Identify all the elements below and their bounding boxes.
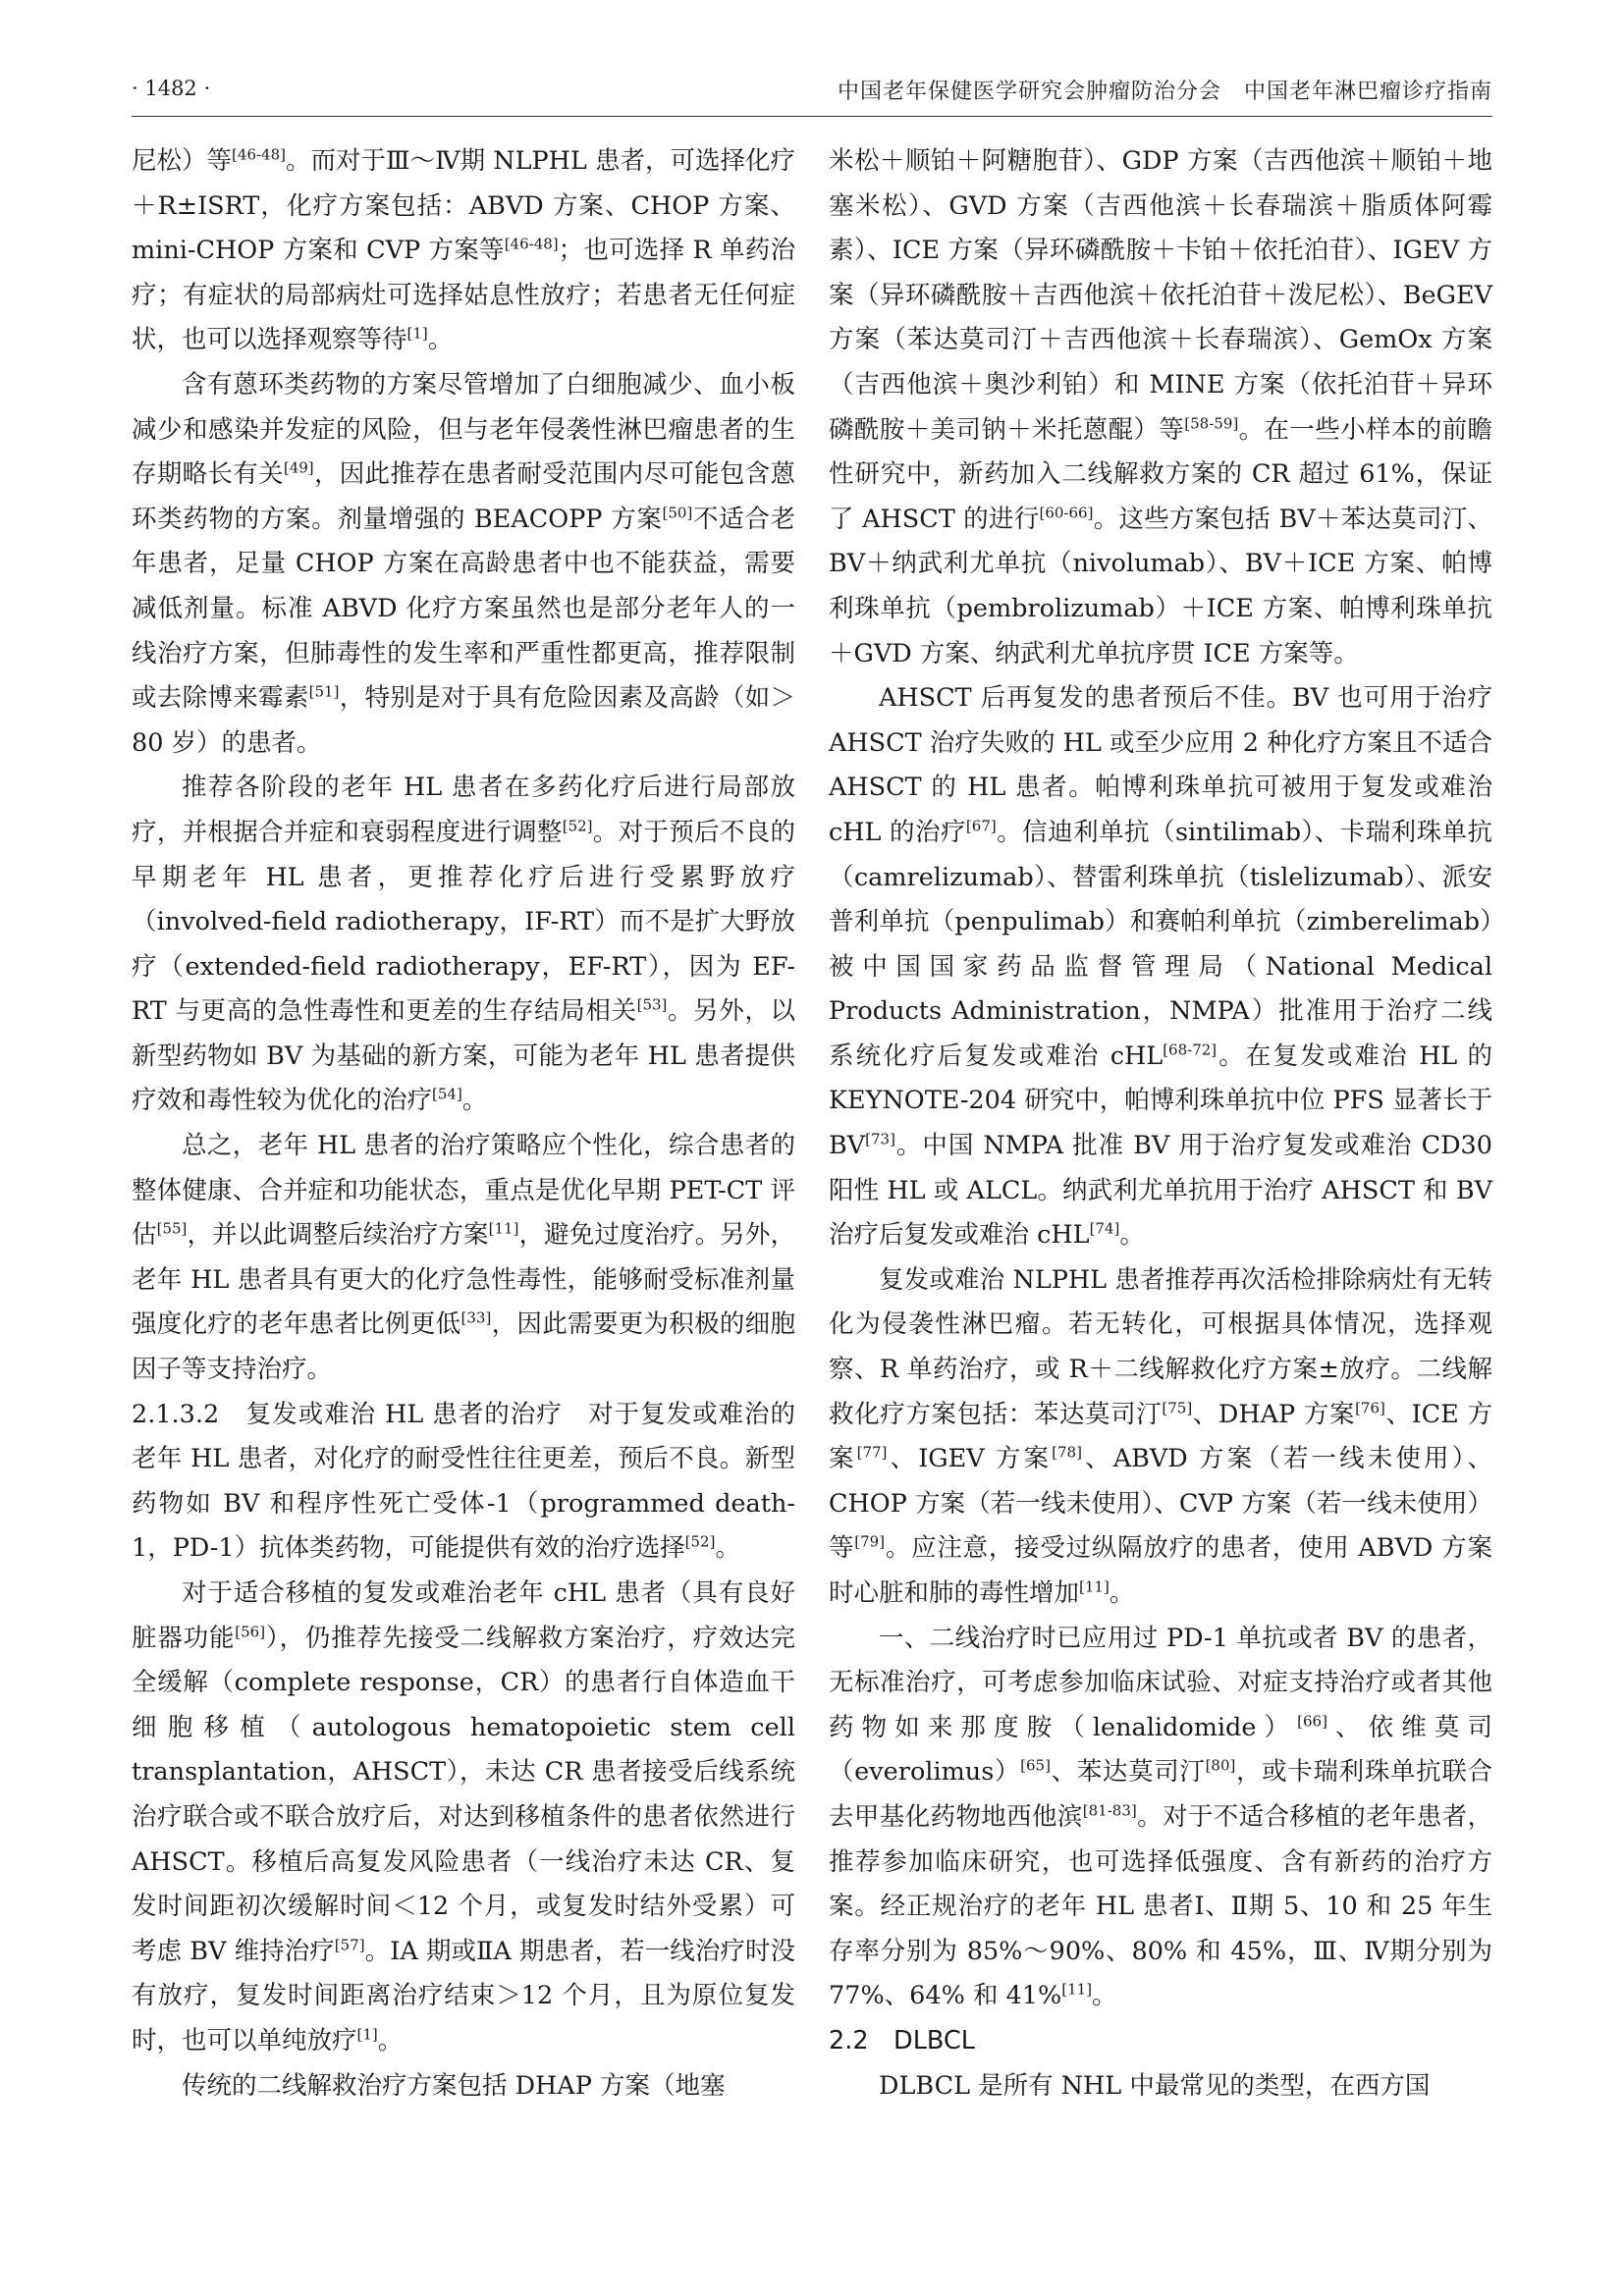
- paragraph: 复发或难治 NLPHL 患者推荐再次活检排除病灶有无转化为侵袭性淋巴瘤。若无转化，可根据具体情况，选择观察、R 单药治疗，或 R＋二线解救化疗方案±放疗。二线解救化疗方案包括：苯达莫司汀[75]、DHAP 方案[76]、ICE 方案[77]、IGEV 方案[78]、ABVD 方案（若一线未使用）、CHOP 方案（若一线未使用）、CVP 方案（若一线未使用）等[79]。应注意，接受过纵隔放疗的患者，使用 ABVD 方案时心脏和肺的毒性增加[11]。: [829, 1264, 1492, 1608]
- citation: [49]: [283, 458, 314, 477]
- citation: [58-59]: [1184, 414, 1239, 433]
- citation: [60-66]: [1039, 504, 1094, 522]
- citation: [57]: [334, 1936, 365, 1954]
- citation: [74]: [1089, 1219, 1120, 1238]
- citation: [50]: [662, 504, 693, 522]
- paragraph: DLBCL 是所有 NHL 中最常见的类型，在西方国: [879, 2070, 1431, 2101]
- paragraph: 传统的二线解救治疗方案包括 DHAP 方案（地塞: [182, 2070, 726, 2101]
- paragraph: 总之，老年 HL 患者的治疗策略应个性化，综合患者的整体健康、合并症和功能状态，重点是优化早期 PET-CT 评估[55]，并以此调整后续治疗方案[11]，避免过度治疗。另外，老年 HL 患者具有更大的化疗急性毒性，能够耐受标准剂量强度化疗的老年患者比例更低[33]，因此需要更为积极的细胞因子等支持治疗。: [132, 1131, 795, 1385]
- citation: [67]: [965, 817, 997, 835]
- citation: [1]: [406, 324, 428, 343]
- citation: [53]: [636, 995, 668, 1014]
- citation: [81-83]: [1082, 1801, 1137, 1820]
- citation: [51]: [308, 682, 340, 701]
- paragraph: 推荐各阶段的老年 HL 患者在多药化疗后进行局部放疗，并根据合并症和衰弱程度进行调整[52]。对于预后不良的早期老年 HL 患者，更推荐化疗后进行受累野放疗（involved-field radiotherapy，IF-RT）而不是扩大野放疗（extended-field radiotherapy，EF-RT），因为 EF-RT 与更高的急性毒性和更差的生存结局相关[53]。另外，以新型药物如 BV 为基础的新方案，可能为老年 HL 患者提供疗效和毒性较为优化的治疗[54]。: [132, 773, 795, 1116]
- citation: [11]: [488, 1219, 519, 1238]
- citation: [52]: [684, 1532, 716, 1551]
- citation: [56]: [235, 1623, 266, 1641]
- citation: [68-72]: [1163, 1041, 1218, 1059]
- header-rule: [132, 116, 1492, 117]
- citation: [46-48]: [504, 235, 559, 253]
- paragraph: 米松＋顺铂＋阿糖胞苷）、GDP 方案（吉西他滨＋顺铂＋地塞米松）、GVD 方案（吉西他滨＋长春瑞滨＋脂质体阿霉素）、ICE 方案（异环磷酰胺＋卡铂＋依托泊苷）、IGEV 方案（异环磷酰胺＋吉西他滨＋依托泊苷＋泼尼松）、BeGEV 方案（苯达莫司汀＋吉西他滨＋长春瑞滨）、GemOx 方案（吉西他滨＋奥沙利铂）和 MINE 方案（依托泊苷＋异环磷酰胺＋美司钠＋米托蒽醌）等[58-59]。在一些小样本的前瞻性研究中，新药加入二线解救方案的 CR 超过 61%，保证了 AHSCT 的进行[60-66]。这些方案包括 BV＋苯达莫司汀、BV＋纳武利尤单抗（nivolumab）、BV＋ICE 方案、帕博利珠单抗（pembrolizumab）＋ICE 方案、帕博利珠单抗＋GVD 方案、纳武利尤单抗序贯 ICE 方案等。: [829, 146, 1492, 668]
- citation: [66]: [1297, 1712, 1327, 1731]
- paragraph: 尼松）等[46-48]。而对于Ⅲ～Ⅳ期 NLPHL 患者，可选择化疗＋R±ISRT，化疗方案包括：ABVD 方案、CHOP 方案、mini-CHOP 方案和 CVP 方案等[46-48]；也可选择 R 单药治疗；有症状的局部病灶可选择姑息性放疗；若患者无任何症状，也可以选择观察等待[1]。: [132, 145, 795, 355]
- citation: [75]: [1162, 1399, 1193, 1417]
- citation: [65]: [1020, 1756, 1051, 1775]
- citation: [46-48]: [232, 145, 286, 164]
- right-column: [829, 139, 1492, 2109]
- citation: [1]: [356, 2025, 378, 2044]
- paragraph: AHSCT 后再复发的患者预后不佳。BV 也可用于治疗 AHSCT 治疗失败的 HL 或至少应用 2 种化疗方案且不适合 AHSCT 的 HL 患者。帕博利珠单抗可被用于复发或难治 cHL 的治疗[67]。信迪利单抗（sintilimab）、卡瑞利珠单抗（camrelizumab）、替雷利珠单抗（tislelizumab）、派安普利单抗（penpulimab）和赛帕利单抗（zimberelimab）被中国国家药品监督管理局（National Medical Products Administration，NMPA）批准用于治疗二线系统化疗后复发或难治 cHL[68-72]。在复发或难治 HL 的 KEYNOTE-204 研究中，帕博利珠单抗中位 PFS 显著长于 BV[73]。中国 NMPA 批准 BV 用于治疗复发或难治 CD30 阳性 HL 或 ALCL。纳武利尤单抗用于治疗 AHSCT 和 BV 治疗后复发或难治 cHL[74]。: [829, 683, 1492, 1251]
- citation: [52]: [562, 817, 593, 835]
- citation: [11]: [1061, 1980, 1093, 1999]
- citation: [76]: [1355, 1399, 1385, 1417]
- page-number: · 1482 ·: [132, 77, 211, 100]
- citation: [80]: [1205, 1756, 1236, 1775]
- section-heading: 2.2 DLBCL: [829, 2025, 975, 2056]
- section-heading-paragraph: 2.1.3.2 复发或难治 HL 患者的治疗 对于复发或难治的老年 HL 患者，对化疗的耐受性往往更差，预后不良。新型药物如 BV 和程序性死亡受体-1（programmed death-1，PD-1）抗体类药物，可能提供有效的治疗选择[52]。: [132, 1399, 795, 1564]
- citation: [79]: [854, 1532, 886, 1551]
- citation: [33]: [460, 1308, 492, 1327]
- page-header: [132, 69, 1492, 116]
- citation: [77]: [856, 1443, 888, 1462]
- paragraph: 一、二线治疗时已应用过 PD-1 单抗或者 BV 的患者，无标准治疗，可考虑参加临床试验、对症支持治疗或者其他药物如来那度胺（lenalidomide）[66]、依维莫司（everolimus）[65]、苯达莫司汀[80]，或卡瑞利珠单抗联合去甲基化药物地西他滨[81-83]。对于不适合移植的老年患者，推荐参加临床研究，也可选择低强度、含有新药的治疗方案。经正规治疗的老年 HL 患者Ⅰ、Ⅱ期 5、10 和 25 年生存率分别为 85%～90%、80% 和 45%，Ⅲ、Ⅳ期分别为 77%、64% 和 41%[11]。: [829, 1623, 1492, 2011]
- paragraph: 含有蒽环类药物的方案尽管增加了白细胞减少、血小板减少和感染并发症的风险，但与老年侵袭性淋巴瘤患者的生存期略长有关[49]，因此推荐在患者耐受范围内尽可能包含蒽环类药物的方案。剂量增强的 BEACOPP 方案[50]不适合老年患者，足量 CHOP 方案在高龄患者中也不能获益，需要减低剂量。标准 ABVD 化疗方案虽然也是部分老年人的一线治疗方案，但肺毒性的发生率和严重性都更高，推荐限制或去除博来霉素[51]，特别是对于具有危险因素及高龄（如＞80 岁）的患者。: [132, 369, 795, 758]
- running-title: 中国老年保健医学研究会肿瘤防治分会 中国老年淋巴瘤诊疗指南: [837, 80, 1492, 104]
- citation: [73]: [865, 1130, 895, 1148]
- citation: [54]: [432, 1085, 462, 1103]
- citation: [55]: [156, 1219, 188, 1238]
- citation: [78]: [1052, 1443, 1082, 1462]
- left-column: [132, 139, 795, 2109]
- paragraph: 对于适合移植的复发或难治老年 cHL 患者（具有良好脏器功能[56]），仍推荐先接受二线解救方案治疗，疗效达完全缓解（complete response，CR）的患者行自体造血干细胞移植（autologous hematopoietic stem cell transplantation，AHSCT），未达 CR 患者接受后线系统治疗联合或不联合放疗后，对达到移植条件的患者依然进行 AHSCT。移植后高复发风险患者（一线治疗未达 CR、复发时间距初次缓解时间＜12 个月，或复发时结外受累）可考虑 BV 维持治疗[57]。ⅠA 期或ⅡA 期患者，若一线治疗时没有放疗，复发时间距离治疗结束＞12 个月，且为原位复发时，也可以单纯放疗[1]。: [132, 1578, 795, 2056]
- citation: [11]: [1079, 1577, 1110, 1596]
